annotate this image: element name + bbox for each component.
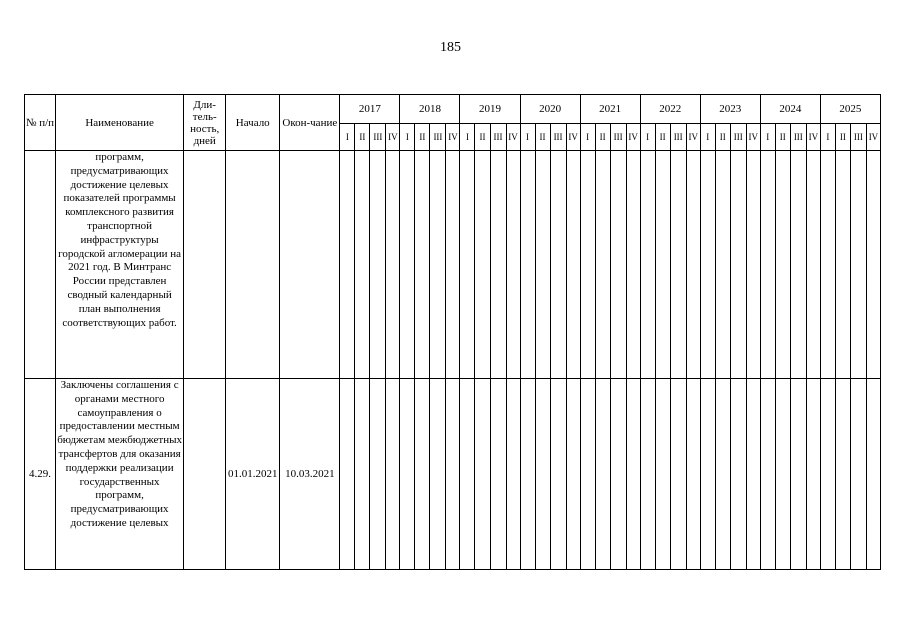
header-year: 2025 bbox=[820, 95, 880, 124]
header-quarter: II bbox=[655, 124, 670, 151]
quarter-cell bbox=[820, 379, 835, 570]
header-year: 2023 bbox=[700, 95, 760, 124]
header-quarter: IV bbox=[806, 124, 820, 151]
quarter-cell bbox=[850, 379, 866, 570]
header-row-years bbox=[25, 95, 881, 124]
header-start: Начало bbox=[226, 95, 280, 151]
quarter-cell bbox=[580, 379, 595, 570]
quarter-cell bbox=[670, 151, 686, 379]
quarter-cell bbox=[580, 151, 595, 379]
quarter-cell bbox=[835, 379, 850, 570]
quarter-cell bbox=[415, 379, 430, 570]
header-quarter: II bbox=[595, 124, 610, 151]
header-quarter: III bbox=[490, 124, 506, 151]
quarter-cell bbox=[835, 151, 850, 379]
header-year: 2019 bbox=[460, 95, 520, 124]
header-quarter: III bbox=[430, 124, 446, 151]
quarter-cell bbox=[550, 151, 566, 379]
quarter-cell bbox=[550, 379, 566, 570]
header-quarter: III bbox=[670, 124, 686, 151]
header-num: № п/п bbox=[25, 95, 56, 151]
quarter-cell bbox=[686, 379, 700, 570]
row-num bbox=[25, 151, 56, 379]
quarter-cell bbox=[446, 151, 460, 379]
header-quarter: IV bbox=[746, 124, 760, 151]
row-start bbox=[226, 151, 280, 379]
quarter-cell bbox=[475, 379, 490, 570]
quarter-cell bbox=[700, 379, 715, 570]
row-start: 01.01.2021 bbox=[226, 379, 280, 570]
row-end bbox=[280, 151, 340, 379]
quarter-cell bbox=[475, 151, 490, 379]
header-quarter: III bbox=[730, 124, 746, 151]
header-quarter: I bbox=[460, 124, 475, 151]
quarter-cell bbox=[610, 379, 626, 570]
row-duration bbox=[184, 151, 226, 379]
header-quarter: III bbox=[850, 124, 866, 151]
header-quarter: IV bbox=[446, 124, 460, 151]
quarter-cell bbox=[566, 151, 580, 379]
table-row bbox=[25, 379, 881, 570]
header-quarter: II bbox=[835, 124, 850, 151]
header-quarter: IV bbox=[386, 124, 400, 151]
quarter-cell bbox=[686, 151, 700, 379]
quarter-cell bbox=[806, 151, 820, 379]
quarter-cell bbox=[386, 151, 400, 379]
table-row bbox=[25, 151, 881, 379]
quarter-cell bbox=[626, 151, 640, 379]
header-quarter: III bbox=[790, 124, 806, 151]
header-quarter: II bbox=[355, 124, 370, 151]
header-duration: Дли-тель-ность, дней bbox=[184, 95, 226, 151]
quarter-cell bbox=[866, 151, 880, 379]
quarter-cell bbox=[400, 379, 415, 570]
header-quarter: IV bbox=[566, 124, 580, 151]
quarter-cell bbox=[490, 379, 506, 570]
header-quarter: IV bbox=[506, 124, 520, 151]
quarter-cell bbox=[820, 151, 835, 379]
quarter-cell bbox=[415, 151, 430, 379]
quarter-cell bbox=[775, 151, 790, 379]
quarter-cell bbox=[400, 151, 415, 379]
quarter-cell bbox=[760, 151, 775, 379]
quarter-cell bbox=[715, 151, 730, 379]
quarter-cell bbox=[790, 379, 806, 570]
quarter-cell bbox=[640, 379, 655, 570]
quarter-cell bbox=[460, 379, 475, 570]
quarter-cell bbox=[535, 151, 550, 379]
quarter-cell bbox=[700, 151, 715, 379]
header-quarter: I bbox=[340, 124, 355, 151]
header-quarter: II bbox=[775, 124, 790, 151]
header-quarter: I bbox=[700, 124, 715, 151]
header-year: 2024 bbox=[760, 95, 820, 124]
quarter-cell bbox=[760, 379, 775, 570]
header-quarter: I bbox=[520, 124, 535, 151]
gantt-table bbox=[24, 94, 881, 570]
quarter-cell bbox=[626, 379, 640, 570]
quarter-cell bbox=[640, 151, 655, 379]
header-quarter: II bbox=[475, 124, 490, 151]
quarter-cell bbox=[850, 151, 866, 379]
header-end: Окон-чание bbox=[280, 95, 340, 151]
header-quarter: III bbox=[370, 124, 386, 151]
quarter-cell bbox=[746, 379, 760, 570]
quarter-cell bbox=[806, 379, 820, 570]
header-quarter: IV bbox=[626, 124, 640, 151]
quarter-cell bbox=[866, 379, 880, 570]
row-num: 4.29. bbox=[25, 379, 56, 570]
quarter-cell bbox=[446, 379, 460, 570]
header-year: 2021 bbox=[580, 95, 640, 124]
quarter-cell bbox=[490, 151, 506, 379]
quarter-cell bbox=[430, 151, 446, 379]
header-quarter: IV bbox=[866, 124, 880, 151]
quarter-cell bbox=[715, 379, 730, 570]
row-duration bbox=[184, 379, 226, 570]
quarter-cell bbox=[610, 151, 626, 379]
header-quarter: II bbox=[415, 124, 430, 151]
quarter-cell bbox=[535, 379, 550, 570]
quarter-cell bbox=[520, 151, 535, 379]
header-year: 2018 bbox=[400, 95, 460, 124]
header-quarter: III bbox=[550, 124, 566, 151]
quarter-cell bbox=[790, 151, 806, 379]
quarter-cell bbox=[730, 151, 746, 379]
quarter-cell bbox=[370, 379, 386, 570]
quarter-cell bbox=[670, 379, 686, 570]
quarter-cell bbox=[595, 379, 610, 570]
header-quarter: II bbox=[535, 124, 550, 151]
page-number: 185 bbox=[440, 40, 461, 55]
row-name: Заключены соглашения с органами местного самоуправления о предоставлении местным бюджетам межбюджетных трансфертов для оказания поддержки реализации государственных программ, предусматривающих достижение целевых bbox=[56, 379, 184, 570]
quarter-cell bbox=[430, 379, 446, 570]
quarter-cell bbox=[506, 151, 520, 379]
quarter-cell bbox=[355, 151, 370, 379]
header-quarter: III bbox=[610, 124, 626, 151]
header-quarter: I bbox=[580, 124, 595, 151]
quarter-cell bbox=[340, 151, 355, 379]
quarter-cell bbox=[566, 379, 580, 570]
quarter-cell bbox=[655, 379, 670, 570]
quarter-cell bbox=[775, 379, 790, 570]
header-year: 2022 bbox=[640, 95, 700, 124]
quarter-cell bbox=[355, 379, 370, 570]
quarter-cell bbox=[655, 151, 670, 379]
quarter-cell bbox=[520, 379, 535, 570]
row-end: 10.03.2021 bbox=[280, 379, 340, 570]
header-quarter: I bbox=[400, 124, 415, 151]
header-quarter: II bbox=[715, 124, 730, 151]
quarter-cell bbox=[730, 379, 746, 570]
header-year: 2020 bbox=[520, 95, 580, 124]
header-name: Наименование bbox=[56, 95, 184, 151]
row-name: программ, предусматривающих достижение целевых показателей программы комплексного развития транспортной инфраструктуры городской агломерации на 2021 год. В Минтранс России представлен сводный календарный план выполнения соответствующих работ. bbox=[56, 151, 184, 379]
quarter-cell bbox=[386, 379, 400, 570]
header-year: 2017 bbox=[340, 95, 400, 124]
header-quarter: I bbox=[640, 124, 655, 151]
quarter-cell bbox=[460, 151, 475, 379]
header-quarter: I bbox=[820, 124, 835, 151]
quarter-cell bbox=[595, 151, 610, 379]
header-quarter: IV bbox=[686, 124, 700, 151]
quarter-cell bbox=[746, 151, 760, 379]
quarter-cell bbox=[370, 151, 386, 379]
quarter-cell bbox=[506, 379, 520, 570]
header-quarter: I bbox=[760, 124, 775, 151]
quarter-cell bbox=[340, 379, 355, 570]
